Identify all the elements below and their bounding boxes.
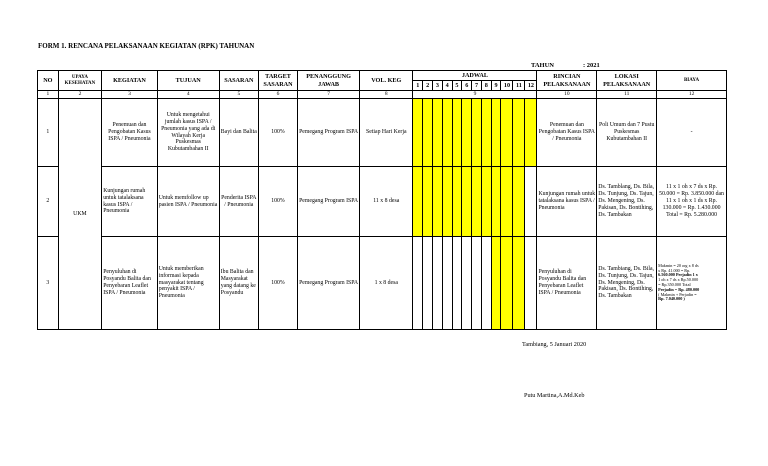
biaya-line: x Rp. 41.000 = Rp. [658,267,691,273]
header-no: NO [38,71,59,91]
column-number: 10 [537,91,597,99]
schedule-cell [462,99,472,167]
column-number: 11 [597,91,657,99]
penanggung-jawab-cell: Pemegang Program ISPA [298,237,360,330]
column-number: 4 [157,91,219,99]
rincian-cell: Penemuan dan Pengobatan Kasus ISPA / Pneumonia [537,99,597,167]
schedule-cell [472,237,482,330]
month-header: 11 [513,81,525,91]
column-number: 12 [657,91,727,99]
month-header: 8 [481,81,491,91]
schedule-cell [513,237,525,330]
header-rincian: RINCIAN PELAKSANAAN [537,71,597,91]
signature-name: Putu Martina,A.Md.Keb [524,392,585,399]
schedule-cell [472,167,482,237]
month-header: 3 [433,81,443,91]
schedule-cell [462,167,472,237]
target-cell: 100% [258,167,297,237]
schedule-cell [525,237,537,330]
month-header: 6 [462,81,472,91]
schedule-cell [423,99,433,167]
table-row [38,167,727,237]
form-title: FORM 1. RENCANA PELAKSANAAN KEGIATAN (RPK) TAHUNAN [38,42,255,50]
biaya-line: Perjadin = Rp. 480.000 [658,286,700,292]
column-number: 8 [360,91,413,99]
header-penanggung-jawab: PENANGGUNG JAWAB [298,71,360,91]
biaya-line: Rp. 7.040.000 ) [658,296,685,302]
biaya-line: Makmin = 20 org x 8 ds [658,262,699,268]
row-no: 1 [38,99,59,167]
schedule-cell [452,167,462,237]
column-number: 3 [102,91,158,99]
column-number: 2 [58,91,102,99]
vol-keg-cell: Setiap Hari Kerja [360,99,413,167]
header-vol-keg: VOL. KEG [360,71,413,91]
schedule-cell [433,99,443,167]
tujuan-cell: Untuk memfollow up pasien ISPA / Pneumonia [157,167,219,237]
vol-keg-cell: 1 x 8 desa [360,237,413,330]
upaya-kesehatan-cell: UKM [58,99,102,330]
month-header: 1 [413,81,423,91]
month-header: 7 [472,81,482,91]
kegiatan-cell: Penemuan dan Pengobatan Kasus ISPA / Pneumonia [102,99,158,167]
header-lokasi: LOKASI PELAKSANAAN [597,71,657,91]
schedule-cell [501,99,513,167]
schedule-cell [462,237,472,330]
month-header: 9 [491,81,501,91]
biaya-line: ( Makmin + Perjadin = [658,291,697,297]
vol-keg-cell: 11 x 8 desa [360,167,413,237]
rincian-cell: Kunjungan rumah untuk tatalaksana kasus ISPA / Pneumonia [537,167,597,237]
penanggung-jawab-cell: Pemegang Program ISPA [298,99,360,167]
schedule-cell [433,237,443,330]
schedule-cell [481,167,491,237]
rincian-cell: Penyuluhan di Posyandu Balita dan Penyebaran Leaflet ISPA / Pneumonia [537,237,597,330]
kegiatan-cell: Kunjungan rumah untuk tatalaksana kasus ISPA / Pneumonia [102,167,158,237]
tujuan-cell: Untuk mengetahui jumlah kasus ISPA / Pneumonia yang ada di Wilayah Kerja Puskesmas Kubutambahan II [157,99,219,167]
target-cell: 100% [258,237,297,330]
schedule-cell [491,237,501,330]
biaya-cell: - [657,99,727,167]
schedule-cell [501,167,513,237]
lokasi-cell: Poli Umum dan 7 Pustu Puskesmas Kubutambahan II [597,99,657,167]
header-jadwal: JADWAL [413,71,537,81]
year-value: : 2021 [583,62,600,69]
schedule-cell [452,99,462,167]
biaya-line: 1 oh x 7 ds x Rp.50.000 [658,277,699,283]
column-number: 6 [258,91,297,99]
header-target-sasaran: TARGET SASARAN [258,71,297,91]
schedule-cell [423,167,433,237]
row-no: 3 [38,237,59,330]
month-header: 4 [442,81,452,91]
sasaran-cell: Bayi dan Balita [219,99,258,167]
schedule-cell [525,99,537,167]
month-header: 5 [452,81,462,91]
header-upaya-kesehatan: UPAYA KESEHATAN [58,71,102,91]
biaya-cell [657,237,727,330]
header-biaya: BIAYA [657,71,727,91]
header-tujuan: TUJUAN [157,71,219,91]
biaya-line: 6.560.000 Perjadin 1 x [658,272,698,278]
schedule-cell [481,99,491,167]
schedule-cell [513,99,525,167]
schedule-cell [442,237,452,330]
target-cell: 100% [258,99,297,167]
schedule-cell [525,167,537,237]
column-number: 1 [38,91,59,99]
header-sasaran: SASARAN [219,71,258,91]
month-header: 12 [525,81,537,91]
schedule-cell [433,167,443,237]
table-row [38,99,727,167]
schedule-cell [413,99,423,167]
tujuan-cell: Untuk memberikan informasi kepada masyarakat tentang penyakit ISPA / Pneumonia [157,237,219,330]
schedule-cell [413,167,423,237]
schedule-cell [423,237,433,330]
lokasi-cell: Ds. Tamblang, Ds. Bila, Ds. Tunjung, Ds. Tajun, Ds. Mengening, Ds. Pakisan, Ds. Bontihing, Ds. Tambakan [597,167,657,237]
sasaran-cell: Ibu Balita dan Masyarakat yang datang ke Posyandu [219,237,258,330]
lokasi-cell: Ds. Tambiang, Ds. Bila, Ds. Tunjung, Ds. Tajun, Ds. Mengening, Ds. Pakisan, Ds. Bontihing, Ds. Tambakan [597,237,657,330]
schedule-cell [501,237,513,330]
schedule-cell [442,99,452,167]
schedule-cell [513,167,525,237]
schedule-cell [452,237,462,330]
schedule-cell [491,167,501,237]
month-header: 2 [423,81,433,91]
kegiatan-cell: Penyuluhan di Posyandu Balita dan Penyebaran Leaflet ISPA / Pneumonia [102,237,158,330]
schedule-cell [481,237,491,330]
signature-place-date: Tambiang, 5 Januari 2020 [522,341,587,348]
rpk-table [37,70,727,330]
schedule-cell [472,99,482,167]
biaya-cell: 11 x 1 oh x 7 ds x Rp. 50.000 = Rp. 3.850.000 dan 11 x 1 oh x 1 ds x Rp. 130.000 = Rp. 1.430.000 Total = Rp. 5.280.000 [657,167,727,237]
column-number: 5 [219,91,258,99]
schedule-cell [442,167,452,237]
table-row [38,237,727,330]
biaya-line: = Rp.350.000 Total [658,282,691,287]
column-number: 9 [413,91,537,99]
row-no: 2 [38,167,59,237]
month-header: 10 [501,81,513,91]
schedule-cell [413,237,423,330]
sasaran-cell: Penderita ISPA / Pneumonia [219,167,258,237]
header-kegiatan: KEGIATAN [102,71,158,91]
column-number: 7 [298,91,360,99]
schedule-cell [491,99,501,167]
penanggung-jawab-cell: Pemegang Program ISPA [298,167,360,237]
year-label: TAHUN [531,62,554,69]
